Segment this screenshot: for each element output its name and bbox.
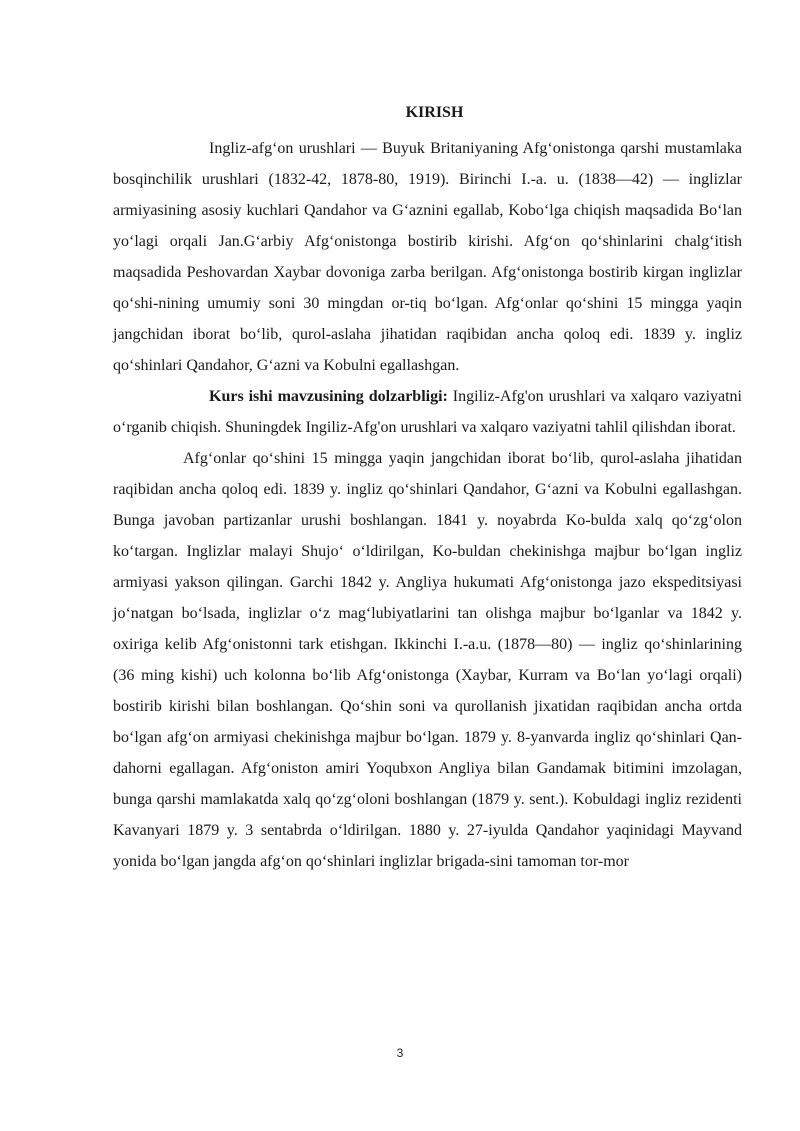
document-page [113,103,742,877]
paragraph-intro-text: Ingliz-afg‘on urushlari — Buyuk Britaniyaning Afg‘onistonga qarshi mustamlaka bosqinchilik urushlari (1832-42, 1878-80, 1919). Birinchi I.-a. u. (1838—42) — inglizlar armiyasining asosiy kuchlari Qandahor va G‘aznini egallab, Kobo‘lga chiqish maqsadida Bo‘lan yo‘lagi orqali Jan.G‘arbiy Afg‘onistonga bostirib kirishi. Afg‘on qo‘shinlarini chalg‘itish maqsadida Peshovardan Xaybar dovoniga zarba berilgan. Afg‘onistonga bostirib kirgan inglizlar qo‘shi-nining umumiy soni 30 mingdan or-tiq bo‘lgan. Afg‘onlar qo‘shini 15 mingga yaqin jangchidan iborat bo‘lib, qurol-aslaha jihatidan raqibidan ancha qoloq edi. 1839 y. ingliz qo‘shinlari Qandahor, G‘azni va Kobulni egallashgan. [113,140,742,374]
paragraph-relevance [113,381,742,443]
paragraph-history-text: Afg‘onlar qo‘shini 15 mingga yaqin jangchidan iborat bo‘lib, qurol-aslaha jihatidan raqibidan ancha qoloq edi. 1839 y. ingliz qo‘shinlari Qandahor, G‘azni va Kobulni egallashgan. Bunga javoban partizanlar urushi boshlangan. 1841 y. noyabrda Ko-bulda xalq qo‘zg‘olon ko‘targan. Inglizlar malayi Shujo‘ o‘ldirilgan, Ko-buldan chekinishga majbur bo‘lgan ingliz armiyasi yakson qilingan. Garchi 1842 y. Angliya hukumati Afg‘onistonga jazo ekspeditsiyasi jo‘natgan bo‘lsada, inglizlar o‘z mag‘lubiyatlarini tan olishga majbur bo‘lganlar va 1842 y. oxiriga kelib Afg‘onistonni tark etishgan. Ikkinchi I.-a.u. (1878—80) — ingliz qo‘shinlarining (36 ming kishi) uch kolonna bo‘lib Afg‘onistonga (Xaybar, Kurram va Bo‘lan yo‘lagi orqali) bostirib kirishi bilan boshlangan. Qo‘shin soni va qurollanish jixatidan raqibidan ancha ortda bo‘lgan afg‘on armiyasi chekinishga majbur bo‘lgan. 1879 y. 8-yanvarda ingliz qo‘shinlari Qan-dahorni egallagan. Afg‘oniston amiri Yoqubxon Angliya bilan Gandamak bitimini imzolagan, bunga qarshi mamlakatda xalq qo‘zg‘oloni boshlangan (1879 y. sent.). Kobuldagi ingliz rezidenti Kavanyari 1879 y. 3 sentabrda o‘ldirilgan. 1880 y. 27-iyulda Qandahor yaqinidagi Mayvand yonida bo‘lgan jangda afg‘on qo‘shinlari inglizlar brigada-sini tamoman tor-mor [113,450,742,870]
relevance-lead: Kurs ishi mavzusining dolzarbligi: [209,388,448,405]
paragraph-intro [113,133,742,381]
paragraph-relevance-text: Ingiliz-Afg'on urushlari va xalqaro vaziyatni o‘rganib chiqish. Shuningdek Ingiliz-Afg'on urushlari va xalqaro vaziyatni tahlil qilishdan iborat. [113,388,742,436]
paragraph-history [113,443,742,877]
page-number: 3 [396,1046,404,1060]
section-heading: KIRISH [405,104,464,121]
